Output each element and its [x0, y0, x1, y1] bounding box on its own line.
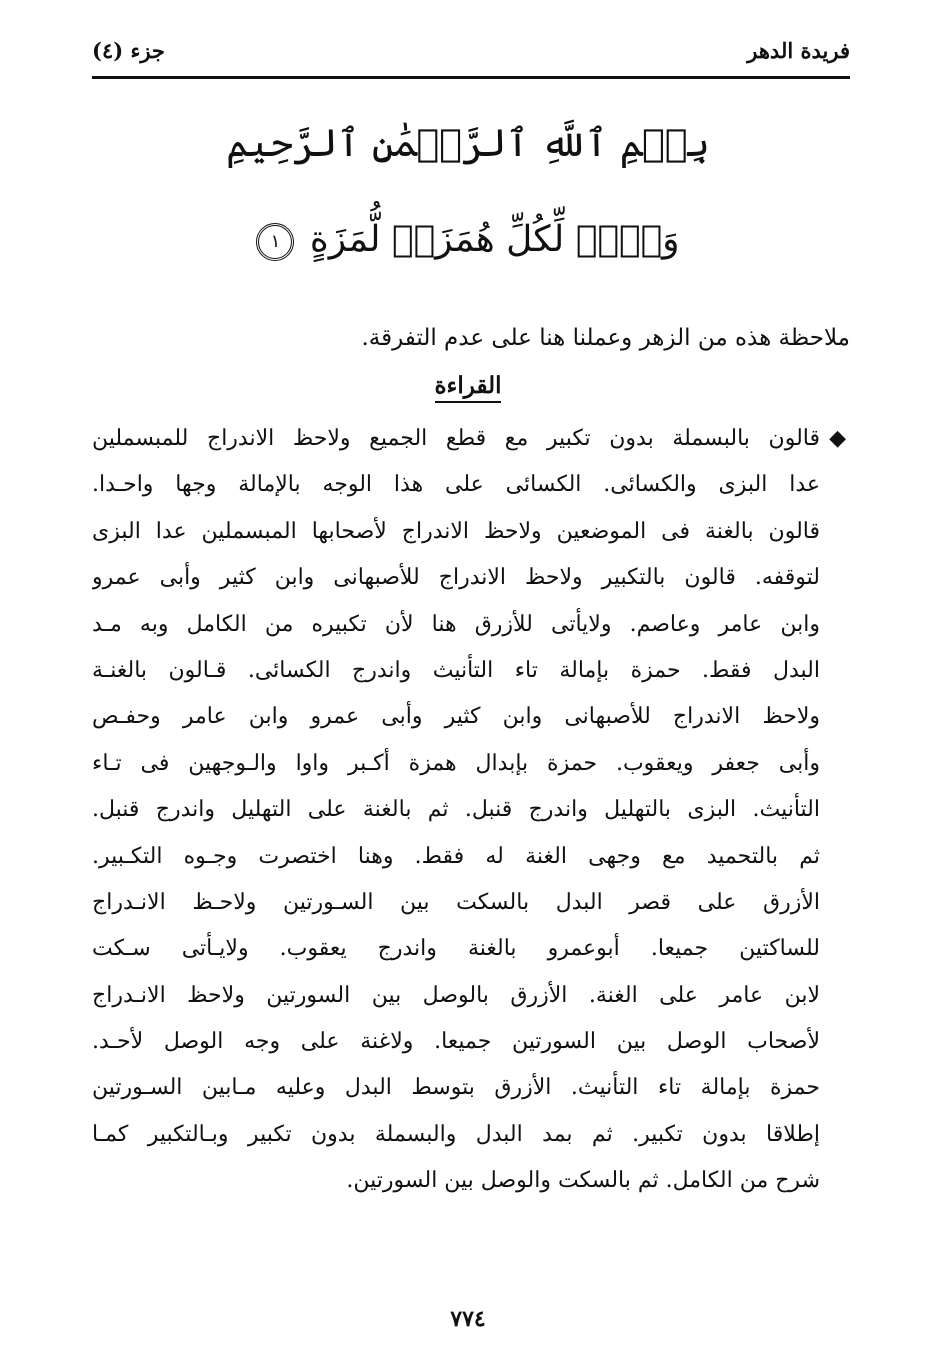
body-text [92, 416, 850, 1205]
running-header [92, 30, 850, 74]
text-line: عدا البزى والكسائى. الكسائى على هذا الوجه بالإمالة وجها واحـدا. [92, 472, 820, 498]
header-rule [92, 76, 850, 79]
text-line: ثم بالتحميد مع وجهى الغنة له فقط. وهنا اختصرت وجـوه التكـبير. [92, 843, 820, 869]
text-line: قالون بالغنة فى الموضعين ولاحظ الاندراج لأصحابها المبسملين عدا البزى [92, 518, 820, 544]
text-line: التأنيث. البزى بالتهليل واندرج قنبل. ثم بالغنة على التهليل واندرج قنبل. [92, 797, 820, 823]
text-line: الأزرق على قصر البدل بالسكت بين السـورتين ولاحـظ الانـدراج [92, 889, 820, 915]
section-heading-text: القراءة [435, 372, 502, 403]
basmala: بِسۡمِ ٱللَّهِ ٱلرَّحۡمَٰنِ ٱلرَّحِيمِ [226, 121, 710, 165]
section-heading [368, 366, 568, 406]
text-line: إطلاقا بدون تكبير. ثم بمد البدل والبسملة بدون تكبير وبـالتكبير كمـا [92, 1121, 820, 1147]
volume-label: جزء (٤) [92, 38, 165, 63]
text-line: لابن عامر على الغنة. الأزرق بالوصل بين السورتين ولاحظ الانـدراج [92, 982, 820, 1008]
page-number: ٧٧٤ [450, 1306, 486, 1332]
ayah-number-marker: ١ [256, 223, 294, 261]
text-line: قالون بالبسملة بدون تكبير مع قطع الجميع ولاحظ الاندراج للمبسملين [92, 426, 820, 451]
verse-text: وَيۡلٞ لِّكُلِّ هُمَزَةٖ لُّمَزَةٍ [309, 219, 680, 260]
text-line: وابن عامر وعاصم. ولايأتى للأزرق هنا لأن تكبيره من الكامل وبه مـد [92, 611, 820, 637]
text-line: لتوقفه. قالون بالتكبير ولاحظ الاندراج للأصبهانى وابن كثير وأبى عمرو [92, 565, 820, 591]
note-paragraph: ملاحظة هذه من الزهر وعملنا هنا على عدم التفرقة. [361, 325, 850, 351]
text-line: ولاحظ الاندراج للأصبهانى وابن كثير وأبى عمرو وابن عامر وحفـص [92, 704, 820, 730]
text-line: شرح من الكامل. ثم بالسكت والوصل بين السورتين. [346, 1168, 820, 1194]
text-line: البدل فقط. حمزة بإمالة تاء التأنيث واندرج الكسائى. قـالون بالغنـة [92, 657, 820, 683]
book-title: فريدة الدهر [747, 38, 850, 63]
text-line: وأبى جعفر ويعقوب. حمزة بإبدال همزة أكـبر واوا والـوجهين فى تـاء [92, 750, 820, 776]
text-line: للساكتين جميعا. أبوعمرو بالغنة واندرج يعقوب. ولايـأتى سـكت [92, 936, 820, 962]
text-line: لأصحاب الوصل بين السورتين جميعا. ولاغنة على وجه الوصل لأحـد. [92, 1029, 820, 1055]
text-line: حمزة بإمالة تاء التأنيث. الأزرق بتوسط البدل وعليه مـابين السـورتين [92, 1075, 820, 1101]
diamond-bullet-icon: ◆ [829, 426, 846, 451]
quran-verse [200, 205, 736, 275]
